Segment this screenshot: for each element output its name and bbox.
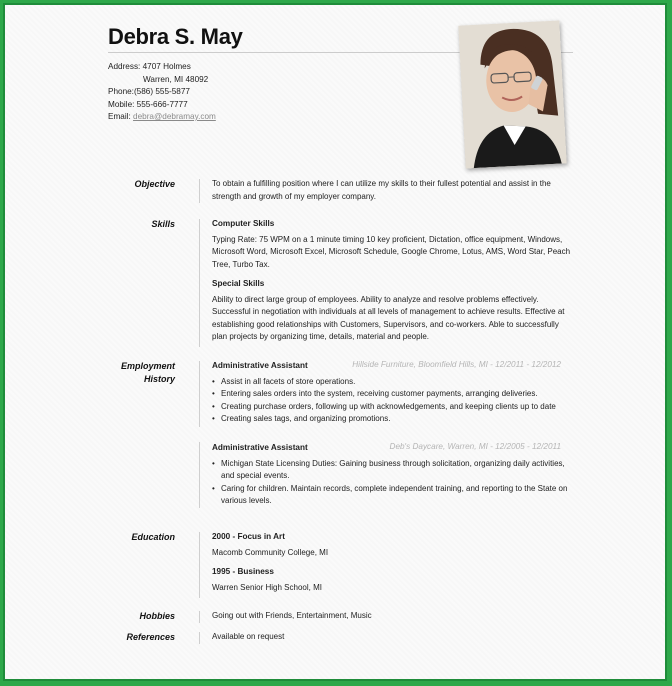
profile-photo <box>458 20 566 168</box>
resume-page <box>3 3 667 681</box>
references-label: References <box>126 632 175 642</box>
list-item: • Creating sales tags, and organizing promotions. <box>221 413 572 426</box>
objective-text: To obtain a fulfilling position where I can utilize my skills to their fullest potential and assist in the strength and growth of my employer company. <box>212 179 551 201</box>
special-skills-title: Special Skills <box>212 279 265 288</box>
list-item: • Assist in all facets of store operations. <box>221 376 572 389</box>
computer-skills-title: Computer Skills <box>212 219 275 228</box>
job-1-dates: Hillside Furniture, Bloomfield Hills, MI - 12/2011 - 12/2012 <box>352 360 561 369</box>
job-1 <box>212 360 572 426</box>
email-line <box>108 111 216 124</box>
employment-divider-1 <box>199 361 200 427</box>
email-link[interactable]: debra@debramay.com <box>133 112 216 121</box>
job-2 <box>212 442 572 508</box>
list-item: • Caring for children. Maintain records, complete independent training, and reporting to the State on various levels. <box>221 483 572 508</box>
skills-label: Skills <box>151 219 175 229</box>
list-item: • Michigan State Licensing Duties: Gaining business through solicitation, organizing daily activities, and special events. <box>221 458 572 483</box>
objective-label: Objective <box>134 179 175 189</box>
job-1-duties <box>212 376 572 426</box>
special-skills-text: Ability to direct large group of employees. Ability to analyze and resolve problems effectively. Successful in negotiation with individuals at all levels of management to achieve results. Effective at establishing good relationships with Customers, Supervisors, and co-workers. Able to successfully plan projects by organizing time, details, material and people. <box>212 294 565 341</box>
candidate-name: Debra S. May <box>108 24 243 49</box>
list-item: • Creating purchase orders, following up with acknowledgements, and keeping clients up to date <box>221 401 572 414</box>
skills-divider <box>199 219 200 347</box>
education-content <box>212 531 572 594</box>
employment-label-line1: Employment <box>120 361 175 371</box>
job-1-title: Administrative Assistant <box>212 361 308 370</box>
address-line-2: Warren, MI 48092 <box>143 74 209 84</box>
email-label: Email: <box>108 112 134 121</box>
job-2-duties <box>212 458 572 508</box>
education-2-school: Warren Senior High School, MI <box>212 582 322 592</box>
education-1-title: 2000 - Focus in Art <box>212 532 285 541</box>
list-item: • Entering sales orders into the system, receiving customer payments, arranging deliveries. <box>221 388 572 401</box>
computer-skills-text: Typing Rate: 75 WPM on a 1 minute timing 10 key proficient, Dictation, office equipment, Windows, Microsoft Word, Microsoft Excel, Microsoft Schedule, Google Chrome, Lotus, AMS, Word Star, Peach Tree, Turbo Tax. <box>212 234 571 269</box>
references-text: Available on request <box>212 632 285 641</box>
phone-line: Phone:(586) 555-5877 <box>108 87 190 96</box>
skills-content <box>212 218 572 344</box>
address-line: Address: 4707 Holmes <box>108 62 191 71</box>
hobbies-text: Going out with Friends, Entertainment, Music <box>212 611 372 620</box>
education-2-title: 1995 - Business <box>212 567 274 576</box>
education-1-school: Macomb Community College, MI <box>212 547 329 557</box>
education-label: Education <box>131 532 175 542</box>
hobbies-divider <box>199 611 200 623</box>
profile-photo-illustration <box>458 20 566 168</box>
references-divider <box>199 632 200 644</box>
mobile-line: Mobile: 555-666-7777 <box>108 99 188 109</box>
employment-label <box>121 360 175 385</box>
education-divider <box>199 532 200 598</box>
job-2-title: Administrative Assistant <box>212 443 308 452</box>
hobbies-label: Hobbies <box>139 611 175 621</box>
contact-block <box>108 61 216 124</box>
objective-divider <box>199 179 200 203</box>
employment-divider-2 <box>199 442 200 508</box>
job-2-dates: Deb's Daycare, Warren, MI - 12/2005 - 12/2011 <box>389 442 561 451</box>
employment-label-line2: History <box>143 373 175 384</box>
